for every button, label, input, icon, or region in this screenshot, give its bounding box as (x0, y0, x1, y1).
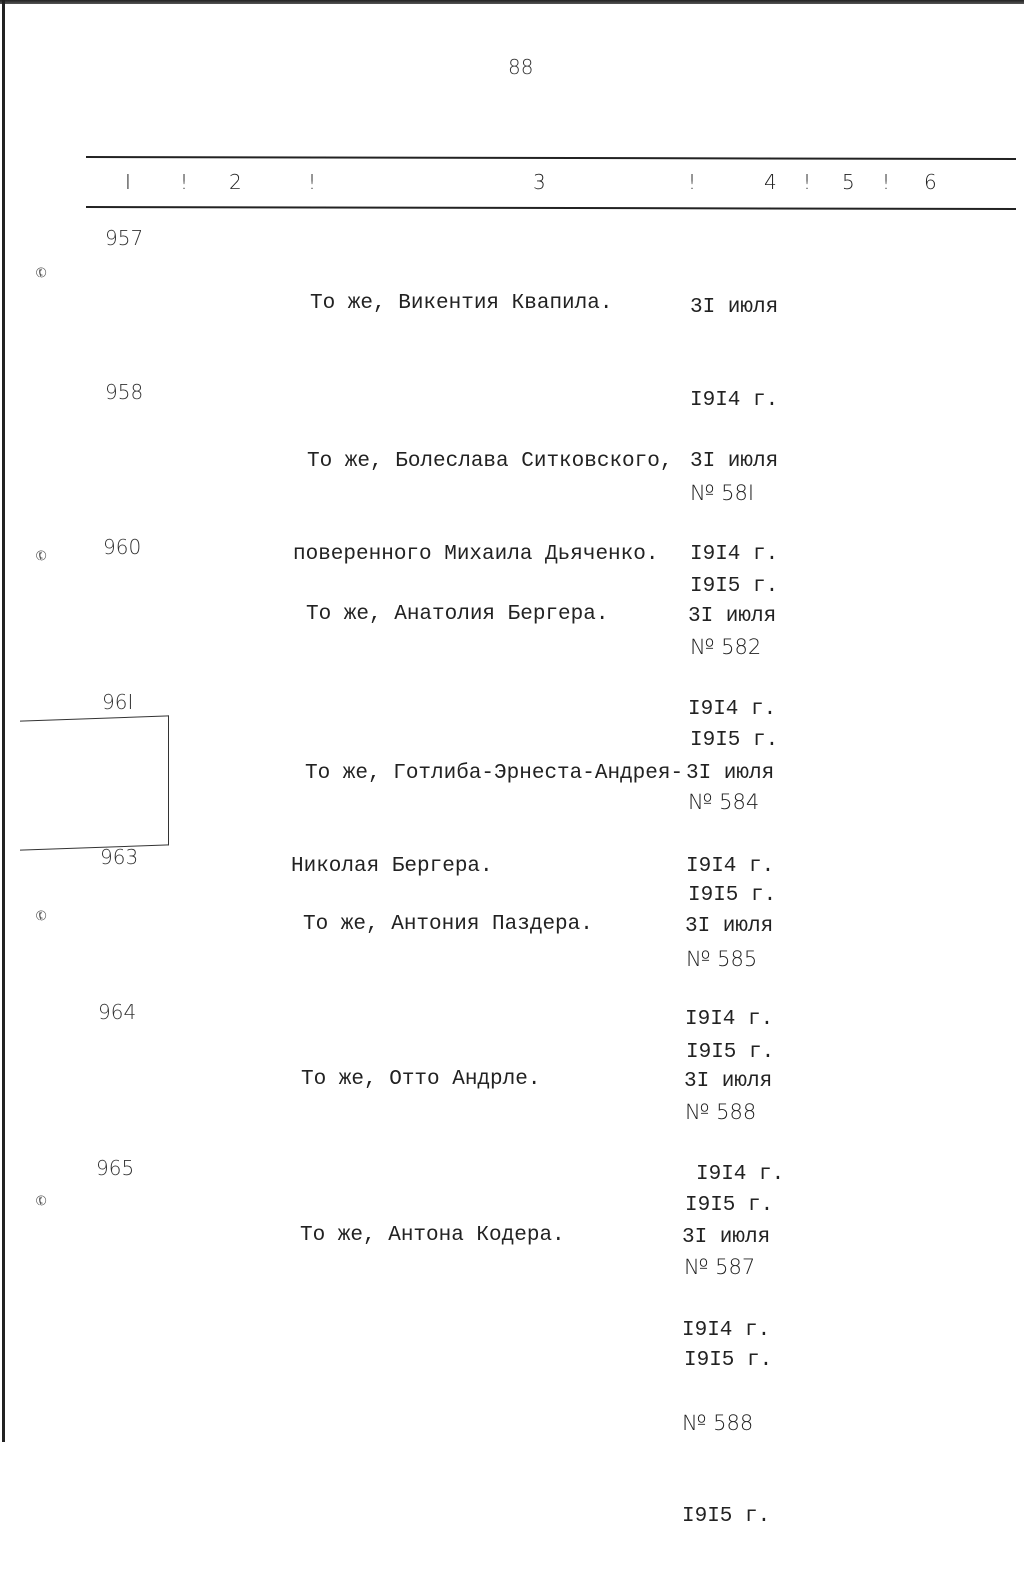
date-line: I9I5 г. (686, 1041, 775, 1064)
date-line: I9I4 г. (690, 389, 779, 412)
column-separator: ! (308, 170, 317, 194)
page-number: 88 (508, 55, 534, 79)
table-row (0, 1154, 1024, 1528)
date-line: I9I4 г. (696, 1163, 785, 1186)
column-header-1: I (125, 170, 131, 194)
entry-number: 958 (105, 380, 144, 404)
entry-description (310, 226, 612, 381)
record-number: № 584 (688, 790, 760, 814)
column-separator: ! (803, 170, 812, 194)
entry-date (682, 1160, 770, 1594)
date-line: I9I4 г. (685, 1008, 774, 1031)
column-separator: ! (688, 170, 697, 194)
date-line: I9I5 г. (684, 1349, 773, 1372)
date-line: I9I4 г. (686, 855, 775, 878)
date-line: 3I июля (686, 762, 775, 785)
date-line: I9I5 г. (685, 1194, 774, 1217)
date-line: I9I5 г. (690, 575, 779, 598)
date-line: 3I июля (688, 605, 777, 628)
column-header-2: 2 (229, 170, 242, 194)
entry-number: 960 (103, 535, 142, 559)
record-number: № 587 (684, 1255, 756, 1279)
description-line: То же, Викентия Квапила. (310, 292, 613, 315)
entry-number: 963 (100, 845, 139, 869)
margin-stamp-icon: ✆ (32, 262, 52, 286)
description-line: Николая Бергера. (291, 855, 493, 878)
entry-description (303, 847, 593, 1002)
column-separator: ! (180, 170, 189, 194)
column-header-4: 4 (764, 170, 777, 194)
column-header-5: 5 (842, 170, 855, 194)
date-line: 3I июля (682, 1226, 771, 1249)
description-line: То же, Готлиба-Эрнеста-Андрея- (305, 762, 684, 785)
column-header-3: 3 (533, 170, 546, 194)
entry-number: 96I (102, 690, 134, 714)
date-line: I9I5 г. (690, 729, 779, 752)
record-number: № 585 (686, 947, 758, 971)
table-header-rule-bottom (86, 206, 1016, 210)
column-separator: ! (882, 170, 891, 194)
record-number: № 582 (690, 635, 762, 659)
entry-number: 965 (96, 1156, 135, 1180)
margin-stamp-icon: ✆ (32, 545, 52, 569)
date-line: I9I4 г. (682, 1319, 771, 1342)
date-line: 3I июля (684, 1070, 773, 1093)
entry-number: 957 (105, 226, 144, 250)
date-line: 3I июля (685, 915, 774, 938)
date-line: I9I5 г. (688, 884, 777, 907)
margin-stamp-icon: ✆ (32, 1190, 52, 1214)
record-number: № 58I (690, 481, 755, 505)
record-number: № 588 (682, 1411, 754, 1435)
record-number: № 588 (685, 1100, 757, 1124)
description-line: То же, Отто Андрле. (301, 1068, 541, 1091)
entry-description (301, 1002, 540, 1157)
date-line: I9I4 г. (688, 698, 777, 721)
table-header-rule-top (86, 156, 1016, 160)
entry-description (300, 1158, 565, 1313)
description-line: То же, Антона Кодера. (300, 1224, 565, 1247)
description-line: То же, Антония Паздера. (303, 913, 593, 936)
margin-stamp-icon: ✆ (32, 905, 52, 929)
date-line: 3I июля (690, 296, 779, 319)
entry-number: 964 (98, 1000, 137, 1024)
column-header-6: 6 (924, 170, 937, 194)
page-edge-top (0, 0, 1024, 4)
description-line: То же, Болеслава Ситковского, (307, 450, 673, 473)
date-line: 3I июля (690, 450, 779, 473)
entry-description (306, 537, 608, 692)
description-line: То же, Анатолия Бергера. (306, 603, 609, 626)
date-line: I9I5 г. (682, 1505, 771, 1528)
description-line: поверенного Михаила Дьяченко. (293, 543, 659, 566)
date-line: I9I4 г. (690, 543, 779, 566)
